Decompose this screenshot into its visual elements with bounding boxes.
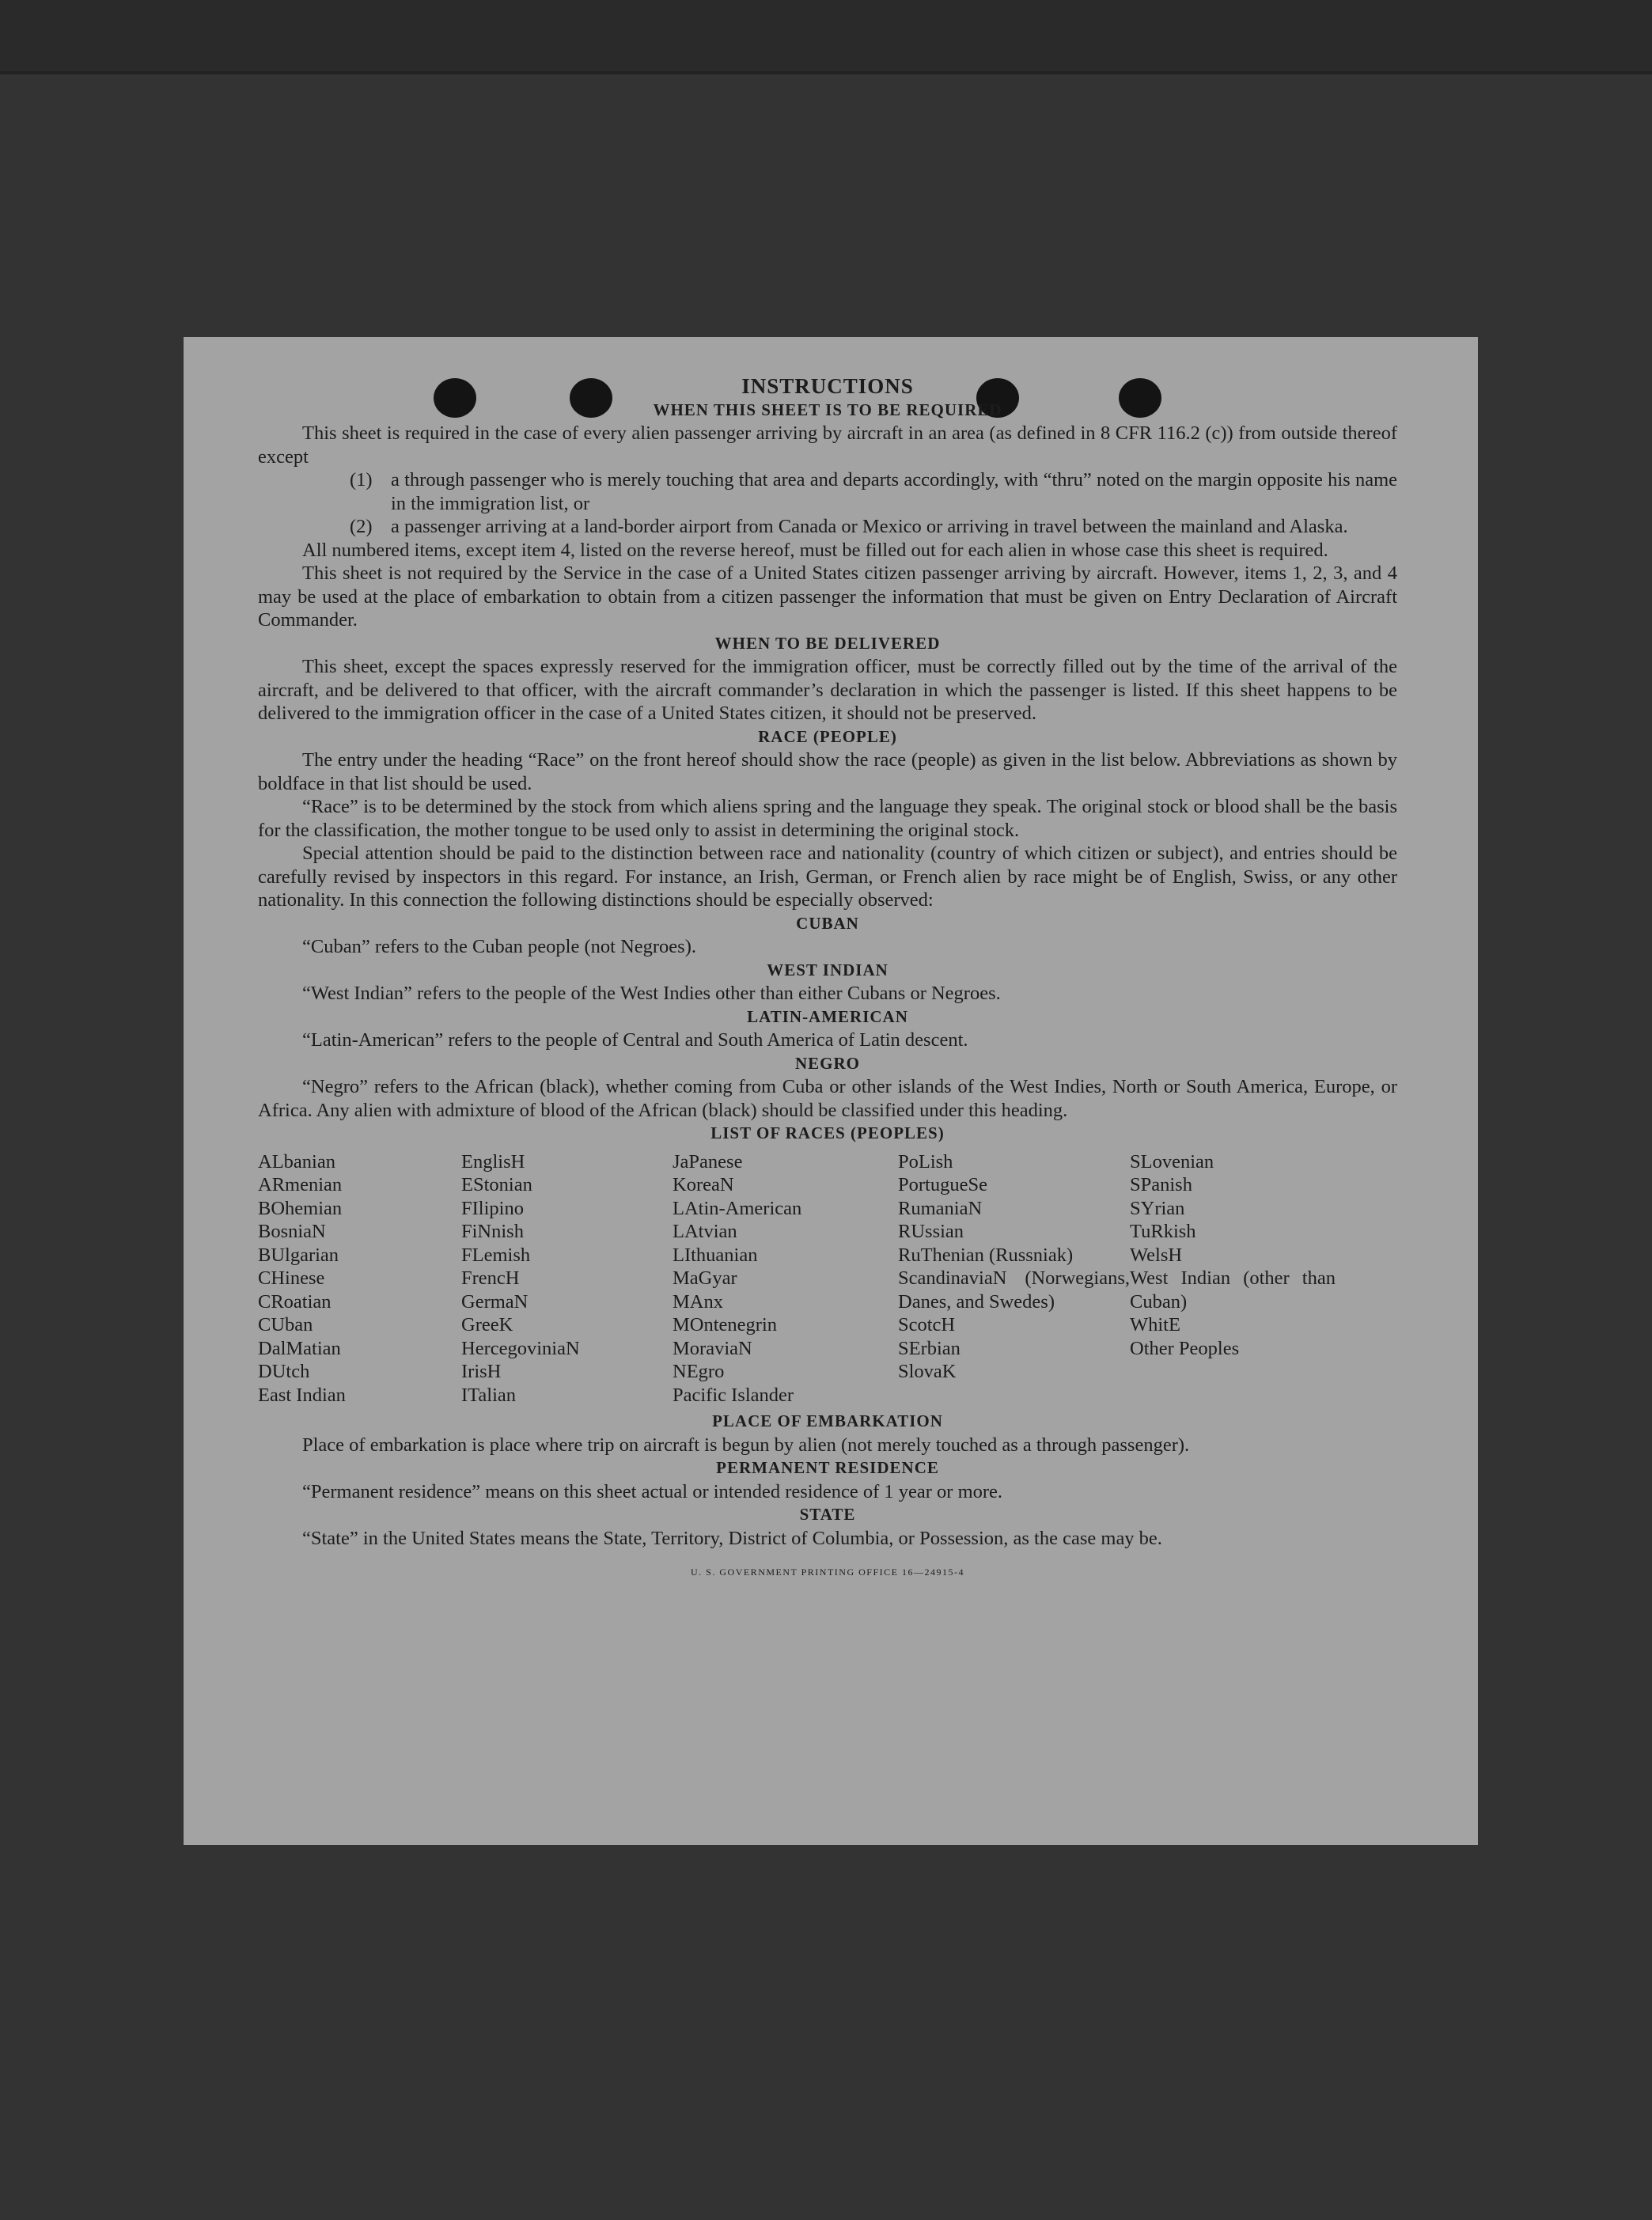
race-item: ScotcH (898, 1314, 956, 1335)
race-item: ARmenian (258, 1174, 343, 1195)
race-item: FrencH (461, 1267, 520, 1289)
race-item: CRoatian (258, 1290, 332, 1313)
race-item: GermaN (461, 1290, 529, 1313)
race-item: LAtin-American (673, 1197, 802, 1219)
race-item: GreeK (461, 1314, 513, 1335)
section-heading: LIST OF RACES (PEOPLES) (710, 1123, 945, 1142)
race-item: LIthuanian (673, 1244, 758, 1266)
race-item: MOntenegrin (673, 1314, 777, 1335)
race-item: FIlipino (461, 1197, 524, 1219)
section-heading: PERMANENT RESIDENCE (716, 1458, 939, 1477)
race-item: CUban (258, 1314, 313, 1335)
race-column (1130, 1150, 1336, 1407)
section-heading: RACE (PEOPLE) (758, 726, 897, 746)
paragraph: This sheet, except the spaces expressly reserved for the immigration officer, must be correctly filled out by the time of the arrival of the aircraft, and be delivered to that officer, with the aircraft commander’s declaration in which the passenger is listed. If this sheet happens to be delivered to the immigration officer in the case of a United States citizen, it should not be preserved. (258, 656, 1397, 724)
race-item: PortugueSe (898, 1174, 987, 1195)
section-heading: LATIN-AMERICAN (747, 1006, 908, 1026)
race-list (258, 1150, 1397, 1407)
race-item: HercegoviniaN (461, 1337, 580, 1359)
race-item: SlovaK (898, 1361, 957, 1382)
race-column (898, 1150, 1130, 1407)
paragraph: “State” in the United States means the State, Territory, District of Columbia, or Possession, as the case may be. (302, 1527, 1162, 1549)
printer-imprint: U. S. GOVERNMENT PRINTING OFFICE 16—24915-4 (691, 1567, 964, 1578)
race-item: MoraviaN (673, 1337, 752, 1359)
race-item: ITalian (461, 1384, 517, 1406)
race-item: ScandinaviaN (Norwegians, Danes, and Swedes) (898, 1267, 1130, 1313)
race-item: NEgro (673, 1361, 725, 1382)
paragraph: “Negro” refers to the African (black), whether coming from Cuba or other islands of the West Indies, North or South America, Europe, or Africa. Any alien with admixture of blood of the African (black) should be classified under this heading. (258, 1076, 1397, 1121)
race-column (673, 1150, 898, 1407)
race-item: BosniaN (258, 1221, 326, 1242)
section-heading: CUBAN (796, 913, 859, 933)
paragraph: “Latin-American” refers to the people of Central and South America of Latin descent. (302, 1029, 968, 1051)
race-column (258, 1150, 461, 1407)
paragraph: This sheet is not required by the Service in the case of a United States citizen passenger arriving by aircraft. However, items 1, 2, 3, and 4 may be used at the place of embarkation to obtain from a citizen passenger the information that must be given on Entry Declaration of Aircraft Commander. (258, 563, 1397, 631)
race-item: KoreaN (673, 1174, 734, 1195)
section-heading: NEGRO (794, 1053, 860, 1073)
paragraph: All numbered items, except item 4, listed on the reverse hereof, must be filled out for each alien in whose case this sheet is required. (302, 539, 1328, 561)
race-item: TuRkish (1130, 1221, 1196, 1242)
race-column (461, 1150, 673, 1407)
race-item: SYrian (1130, 1197, 1185, 1219)
list-item: (2) a passenger arriving at a land-border airport from Canada or Mexico or arriving in travel between the mainland and Alaska. (350, 516, 1348, 537)
race-item: DUtch (258, 1361, 310, 1382)
race-item: DalMatian (258, 1337, 341, 1359)
race-item: EnglisH (461, 1150, 525, 1173)
race-item: East Indian (258, 1384, 346, 1406)
race-item: RUssian (898, 1221, 964, 1242)
race-item: BOhemian (258, 1197, 343, 1219)
race-item: BUlgarian (258, 1244, 339, 1266)
race-item: RumaniaN (898, 1197, 983, 1219)
instructions-text (258, 375, 1397, 1585)
race-item: SLovenian (1130, 1150, 1214, 1173)
paragraph: “Race” is to be determined by the stock from which aliens spring and the language they speak. The original stock or blood shall be the basis for the classification, the mother tongue to be used only to assist in determining the original stock. (258, 796, 1397, 841)
race-item: ALbanian (258, 1150, 335, 1173)
document-page (184, 337, 1478, 1845)
paragraph: “West Indian” refers to the people of the West Indies other than either Cubans or Negroes. (302, 983, 1001, 1004)
paragraph: Special attention should be paid to the distinction between race and nationality (country of which citizen or subject), and entries should be carefully revised by inspectors in this regard. For instance, an Irish, German, or French alien by race might be of English, Swiss, or any other nationality. In this connection the following distinctions should be especially observed: (258, 843, 1397, 911)
section-heading: WHEN THIS SHEET IS TO BE REQUIRED (653, 400, 1002, 419)
paragraph: “Cuban” refers to the Cuban people (not Negroes). (302, 936, 696, 957)
race-item: MaGyar (673, 1267, 737, 1289)
race-item: FLemish (461, 1244, 531, 1266)
section-heading: PLACE OF EMBARKATION (712, 1411, 943, 1430)
race-item: MAnx (673, 1290, 723, 1313)
list-item: (1) a through passenger who is merely touching that area and departs accordingly, with “thru” noted on the margin opposite his name in the immigration list, or (350, 469, 1397, 514)
section-heading: WEST INDIAN (767, 960, 889, 979)
race-item: EStonian (461, 1174, 532, 1195)
paragraph: This sheet is required in the case of every alien passenger arriving by aircraft in an area (as defined in 8 CFR 116.2 (c)) from outside thereof except (258, 422, 1397, 468)
page-title: INSTRUCTIONS (741, 374, 914, 398)
race-item: SPanish (1130, 1174, 1192, 1195)
race-item: West Indian (other than Cuban) (1130, 1267, 1336, 1313)
race-item: WelsH (1130, 1244, 1183, 1266)
paragraph: The entry under the heading “Race” on the front hereof should show the race (people) as given in the list below. Abbreviations as shown by boldface in that list should be used. (258, 749, 1397, 794)
race-item: LAtvian (673, 1221, 737, 1242)
race-item: PoLish (898, 1150, 953, 1173)
race-item: Other Peoples (1130, 1337, 1240, 1359)
section-heading: STATE (799, 1505, 856, 1524)
race-item: SErbian (898, 1337, 961, 1359)
race-item: JaPanese (673, 1150, 743, 1173)
section-heading: WHEN TO BE DELIVERED (714, 633, 941, 653)
race-item: FiNnish (461, 1221, 524, 1242)
scan-border (0, 0, 1652, 74)
race-item: Pacific Islander (673, 1384, 794, 1406)
paragraph: Place of embarkation is place where trip on aircraft is begun by alien (not merely touched as a through passenger). (302, 1434, 1190, 1456)
race-item: IrisH (461, 1361, 502, 1382)
paragraph: “Permanent residence” means on this sheet actual or intended residence of 1 year or more. (302, 1480, 1003, 1502)
race-item: WhitE (1130, 1314, 1180, 1335)
race-item: CHinese (258, 1267, 325, 1289)
race-item: RuThenian (Russniak) (898, 1244, 1074, 1266)
